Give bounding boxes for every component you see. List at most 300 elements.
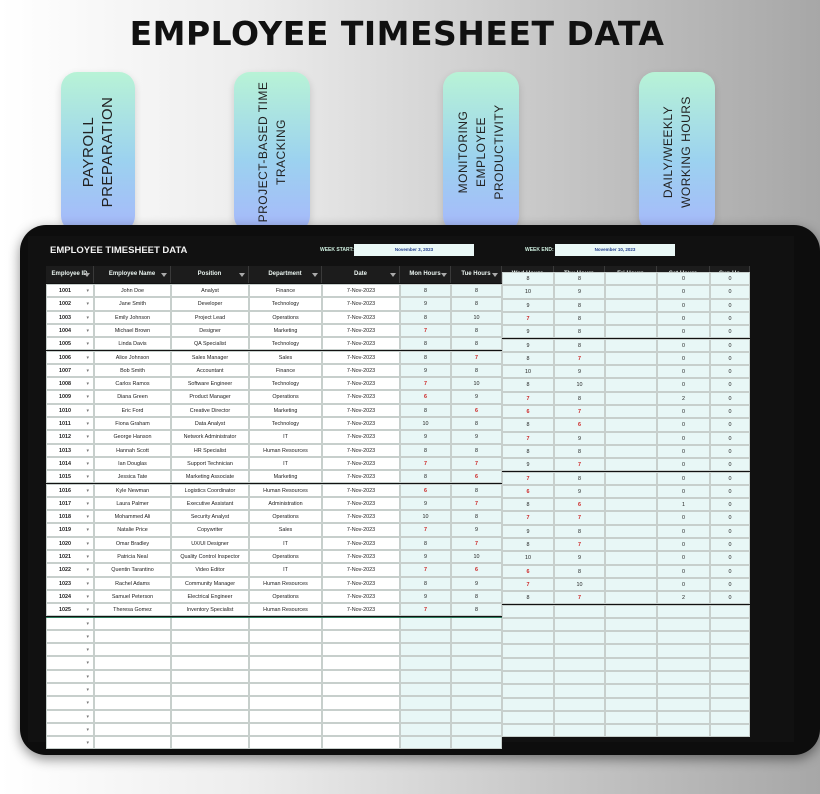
cell-employee-id[interactable]	[46, 417, 94, 430]
cell-wed-hours[interactable]: 10	[502, 365, 554, 378]
cell-department[interactable]: Sales	[249, 523, 322, 536]
filter-dropdown-icon[interactable]	[492, 273, 498, 277]
cell-fri-hours[interactable]	[605, 392, 657, 405]
cell-wed-hours[interactable]: 8	[502, 498, 554, 511]
cell-employee-name[interactable]: Emily Johnson	[94, 311, 171, 324]
cell-position[interactable]: Designer	[171, 324, 249, 337]
column-header-position[interactable]	[171, 266, 249, 283]
cell-tue-hours[interactable]: 9	[451, 577, 502, 590]
row-dropdown-icon[interactable]: ▾	[86, 327, 89, 334]
empty-cell[interactable]	[171, 656, 249, 669]
cell-sat-hours[interactable]: 0	[657, 405, 710, 418]
cell-employee-id[interactable]	[46, 337, 94, 350]
cell-sun-hours[interactable]: 0	[710, 339, 750, 352]
cell-date[interactable]: 7-Nov-2023	[322, 537, 400, 550]
empty-cell[interactable]	[502, 711, 554, 724]
row-dropdown-icon[interactable]: ▾	[86, 567, 89, 574]
empty-cell[interactable]	[605, 618, 657, 631]
cell-position[interactable]: Network Administrator	[171, 430, 249, 443]
cell-fri-hours[interactable]	[605, 312, 657, 325]
cell-department[interactable]: IT	[249, 563, 322, 576]
empty-cell[interactable]	[451, 683, 502, 696]
empty-cell[interactable]	[400, 656, 451, 669]
cell-employee-id[interactable]	[46, 364, 94, 377]
empty-cell[interactable]	[554, 618, 605, 631]
empty-cell[interactable]	[249, 617, 322, 630]
empty-cell[interactable]	[46, 656, 94, 669]
empty-cell[interactable]	[322, 643, 400, 656]
cell-fri-hours[interactable]	[605, 538, 657, 551]
cell-date[interactable]: 7-Nov-2023	[322, 444, 400, 457]
row-dropdown-icon[interactable]: ▾	[86, 434, 89, 441]
cell-wed-hours[interactable]: 9	[502, 299, 554, 312]
empty-cell[interactable]	[322, 710, 400, 723]
row-dropdown-icon[interactable]: ▾	[86, 700, 89, 707]
cell-thu-hours[interactable]: 7	[554, 538, 605, 551]
cell-sun-hours[interactable]: 0	[710, 485, 750, 498]
cell-sun-hours[interactable]: 0	[710, 299, 750, 312]
cell-wed-hours[interactable]: 6	[502, 485, 554, 498]
cell-wed-hours[interactable]: 10	[502, 285, 554, 298]
cell-department[interactable]: Operations	[249, 311, 322, 324]
cell-wed-hours[interactable]: 8	[502, 418, 554, 431]
row-dropdown-icon[interactable]: ▾	[86, 687, 89, 693]
empty-cell[interactable]	[249, 630, 322, 643]
empty-cell[interactable]	[710, 658, 750, 671]
cell-tue-hours[interactable]: 10	[451, 550, 502, 563]
cell-employee-name[interactable]: Eric Ford	[94, 404, 171, 417]
cell-department[interactable]: Operations	[249, 510, 322, 523]
cell-thu-hours[interactable]: 6	[554, 498, 605, 511]
cell-employee-name[interactable]: Theresa Gomez	[94, 603, 171, 616]
row-dropdown-icon[interactable]: ▾	[86, 540, 89, 547]
cell-department[interactable]: Marketing	[249, 470, 322, 483]
empty-cell[interactable]	[322, 683, 400, 696]
cell-position[interactable]: Copywriter	[171, 523, 249, 536]
empty-cell[interactable]	[94, 736, 171, 749]
cell-position[interactable]: Support Technician	[171, 457, 249, 470]
cell-date[interactable]: 7-Nov-2023	[322, 351, 400, 364]
empty-cell[interactable]	[171, 683, 249, 696]
cell-sat-hours[interactable]: 1	[657, 498, 710, 511]
cell-tue-hours[interactable]: 8	[451, 603, 502, 616]
cell-employee-name[interactable]: John Doe	[94, 284, 171, 297]
empty-cell[interactable]	[605, 698, 657, 711]
cell-position[interactable]: HR Specialist	[171, 444, 249, 457]
empty-cell[interactable]	[46, 710, 94, 723]
cell-mon-hours[interactable]: 8	[400, 284, 451, 297]
cell-employee-id[interactable]	[46, 404, 94, 417]
cell-tue-hours[interactable]: 6	[451, 470, 502, 483]
cell-sat-hours[interactable]: 0	[657, 272, 710, 285]
cell-fri-hours[interactable]	[605, 525, 657, 538]
cell-sat-hours[interactable]: 0	[657, 551, 710, 564]
row-dropdown-icon[interactable]: ▾	[86, 527, 89, 534]
empty-cell[interactable]	[171, 617, 249, 630]
row-dropdown-icon[interactable]: ▾	[86, 394, 89, 401]
week-start-field[interactable]: November 3, 2023	[354, 244, 474, 256]
cell-employee-name[interactable]: Samuel Peterson	[94, 590, 171, 603]
empty-cell[interactable]	[46, 630, 94, 643]
empty-cell[interactable]	[94, 617, 171, 630]
empty-cell[interactable]	[605, 684, 657, 697]
cell-employee-name[interactable]: Jane Smith	[94, 297, 171, 310]
empty-cell[interactable]	[249, 683, 322, 696]
empty-cell[interactable]	[451, 670, 502, 683]
empty-cell[interactable]	[322, 736, 400, 749]
cell-department[interactable]: IT	[249, 457, 322, 470]
empty-cell[interactable]	[657, 684, 710, 697]
cell-position[interactable]: Software Engineer	[171, 377, 249, 390]
filter-dropdown-icon[interactable]	[390, 273, 396, 277]
empty-cell[interactable]	[249, 643, 322, 656]
empty-cell[interactable]	[171, 630, 249, 643]
row-dropdown-icon[interactable]: ▾	[86, 460, 89, 467]
cell-fri-hours[interactable]	[605, 445, 657, 458]
cell-date[interactable]: 7-Nov-2023	[322, 457, 400, 470]
cell-tue-hours[interactable]: 7	[451, 497, 502, 510]
empty-cell[interactable]	[710, 711, 750, 724]
empty-cell[interactable]	[171, 696, 249, 709]
row-dropdown-icon[interactable]: ▾	[86, 554, 89, 560]
cell-employee-name[interactable]: Jessica Tate	[94, 470, 171, 483]
cell-fri-hours[interactable]	[605, 325, 657, 338]
cell-employee-id[interactable]	[46, 590, 94, 603]
cell-mon-hours[interactable]: 9	[400, 430, 451, 443]
empty-cell[interactable]	[451, 723, 502, 736]
cell-department[interactable]: Sales	[249, 351, 322, 364]
cell-tue-hours[interactable]: 8	[451, 444, 502, 457]
cell-mon-hours[interactable]: 7	[400, 457, 451, 470]
cell-thu-hours[interactable]: 7	[554, 591, 605, 604]
empty-cell[interactable]	[502, 605, 554, 618]
cell-employee-name[interactable]: Ian Douglas	[94, 457, 171, 470]
row-dropdown-icon[interactable]: ▾	[86, 447, 89, 454]
cell-fri-hours[interactable]	[605, 365, 657, 378]
cell-employee-id[interactable]	[46, 510, 94, 523]
cell-employee-name[interactable]: Quentin Tarantino	[94, 563, 171, 576]
row-dropdown-icon[interactable]: ▾	[86, 314, 89, 321]
cell-date[interactable]: 7-Nov-2023	[322, 417, 400, 430]
cell-sat-hours[interactable]: 0	[657, 432, 710, 445]
cell-employee-name[interactable]: Kyle Newman	[94, 484, 171, 497]
empty-cell[interactable]	[171, 723, 249, 736]
cell-employee-name[interactable]: Mohammed Ali	[94, 510, 171, 523]
cell-thu-hours[interactable]: 10	[554, 378, 605, 391]
empty-cell[interactable]	[554, 605, 605, 618]
cell-position[interactable]: UX/UI Designer	[171, 537, 249, 550]
cell-sun-hours[interactable]: 0	[710, 418, 750, 431]
cell-thu-hours[interactable]: 10	[554, 578, 605, 591]
row-dropdown-icon[interactable]: ▾	[86, 474, 89, 481]
cell-sun-hours[interactable]: 0	[710, 472, 750, 485]
cell-sun-hours[interactable]: 0	[710, 312, 750, 325]
cell-fri-hours[interactable]	[605, 272, 657, 285]
row-dropdown-icon[interactable]: ▾	[86, 341, 89, 348]
cell-sat-hours[interactable]: 2	[657, 591, 710, 604]
cell-tue-hours[interactable]: 8	[451, 484, 502, 497]
cell-date[interactable]: 7-Nov-2023	[322, 324, 400, 337]
cell-employee-id[interactable]	[46, 457, 94, 470]
column-header-date[interactable]	[322, 266, 400, 283]
cell-department[interactable]: IT	[249, 537, 322, 550]
cell-department[interactable]: Technology	[249, 417, 322, 430]
empty-cell[interactable]	[657, 724, 710, 737]
empty-cell[interactable]	[46, 696, 94, 709]
cell-fri-hours[interactable]	[605, 285, 657, 298]
cell-sun-hours[interactable]: 0	[710, 551, 750, 564]
empty-cell[interactable]	[710, 631, 750, 644]
cell-position[interactable]: Video Editor	[171, 563, 249, 576]
empty-cell[interactable]	[657, 671, 710, 684]
cell-thu-hours[interactable]: 8	[554, 565, 605, 578]
cell-sat-hours[interactable]: 0	[657, 458, 710, 471]
empty-cell[interactable]	[451, 630, 502, 643]
cell-wed-hours[interactable]: 8	[502, 352, 554, 365]
cell-date[interactable]: 7-Nov-2023	[322, 390, 400, 403]
row-dropdown-icon[interactable]: ▾	[86, 647, 89, 654]
cell-employee-name[interactable]: Hannah Scott	[94, 444, 171, 457]
cell-mon-hours[interactable]: 6	[400, 390, 451, 403]
cell-employee-name[interactable]: Carlos Ramos	[94, 377, 171, 390]
row-dropdown-icon[interactable]: ▾	[86, 288, 89, 294]
cell-date[interactable]: 7-Nov-2023	[322, 430, 400, 443]
cell-sat-hours[interactable]: 0	[657, 485, 710, 498]
cell-position[interactable]: Electrical Engineer	[171, 590, 249, 603]
cell-department[interactable]: Marketing	[249, 324, 322, 337]
cell-employee-name[interactable]: George Hanson	[94, 430, 171, 443]
empty-cell[interactable]	[94, 696, 171, 709]
cell-department[interactable]: Finance	[249, 364, 322, 377]
cell-sat-hours[interactable]: 0	[657, 445, 710, 458]
cell-date[interactable]: 7-Nov-2023	[322, 550, 400, 563]
empty-cell[interactable]	[322, 670, 400, 683]
cell-department[interactable]: Technology	[249, 377, 322, 390]
cell-employee-name[interactable]: Fiona Graham	[94, 417, 171, 430]
row-dropdown-icon[interactable]: ▾	[86, 421, 89, 427]
row-dropdown-icon[interactable]: ▾	[86, 607, 89, 614]
cell-tue-hours[interactable]: 8	[451, 324, 502, 337]
cell-sun-hours[interactable]: 0	[710, 591, 750, 604]
column-header-mon-hours[interactable]	[400, 266, 451, 283]
empty-cell[interactable]	[249, 736, 322, 749]
cell-mon-hours[interactable]: 8	[400, 404, 451, 417]
empty-cell[interactable]	[322, 656, 400, 669]
cell-employee-id[interactable]	[46, 550, 94, 563]
cell-employee-id[interactable]	[46, 470, 94, 483]
empty-cell[interactable]	[171, 736, 249, 749]
cell-department[interactable]: Operations	[249, 590, 322, 603]
cell-position[interactable]: Developer	[171, 297, 249, 310]
cell-sat-hours[interactable]: 0	[657, 285, 710, 298]
cell-sun-hours[interactable]: 0	[710, 538, 750, 551]
cell-tue-hours[interactable]: 6	[451, 563, 502, 576]
empty-cell[interactable]	[605, 724, 657, 737]
empty-cell[interactable]	[451, 710, 502, 723]
empty-cell[interactable]	[554, 684, 605, 697]
cell-wed-hours[interactable]: 9	[502, 325, 554, 338]
cell-sat-hours[interactable]: 0	[657, 378, 710, 391]
empty-cell[interactable]	[94, 630, 171, 643]
empty-cell[interactable]	[502, 684, 554, 697]
cell-wed-hours[interactable]: 8	[502, 445, 554, 458]
cell-tue-hours[interactable]: 8	[451, 510, 502, 523]
cell-tue-hours[interactable]: 6	[451, 404, 502, 417]
empty-cell[interactable]	[451, 736, 502, 749]
row-dropdown-icon[interactable]: ▾	[86, 367, 89, 374]
cell-employee-id[interactable]	[46, 297, 94, 310]
cell-thu-hours[interactable]: 8	[554, 392, 605, 405]
cell-thu-hours[interactable]: 9	[554, 551, 605, 564]
cell-department[interactable]: Human Resources	[249, 603, 322, 616]
cell-date[interactable]: 7-Nov-2023	[322, 364, 400, 377]
cell-employee-id[interactable]	[46, 577, 94, 590]
cell-employee-id[interactable]	[46, 311, 94, 324]
cell-position[interactable]: Sales Manager	[171, 351, 249, 364]
empty-cell[interactable]	[657, 618, 710, 631]
cell-sat-hours[interactable]: 0	[657, 578, 710, 591]
cell-mon-hours[interactable]: 10	[400, 417, 451, 430]
cell-thu-hours[interactable]: 8	[554, 325, 605, 338]
empty-cell[interactable]	[94, 710, 171, 723]
cell-date[interactable]: 7-Nov-2023	[322, 297, 400, 310]
cell-wed-hours[interactable]: 6	[502, 405, 554, 418]
empty-cell[interactable]	[322, 696, 400, 709]
cell-sat-hours[interactable]: 0	[657, 538, 710, 551]
cell-wed-hours[interactable]: 7	[502, 432, 554, 445]
cell-sat-hours[interactable]: 0	[657, 365, 710, 378]
cell-department[interactable]: Administration	[249, 497, 322, 510]
filter-dropdown-icon[interactable]	[312, 273, 318, 277]
row-dropdown-icon[interactable]: ▾	[86, 487, 89, 494]
empty-cell[interactable]	[94, 670, 171, 683]
cell-mon-hours[interactable]: 8	[400, 444, 451, 457]
cell-employee-name[interactable]: Alice Johnson	[94, 351, 171, 364]
empty-cell[interactable]	[502, 644, 554, 657]
empty-cell[interactable]	[554, 698, 605, 711]
cell-wed-hours[interactable]: 7	[502, 312, 554, 325]
cell-wed-hours[interactable]: 9	[502, 458, 554, 471]
empty-cell[interactable]	[94, 683, 171, 696]
cell-employee-id[interactable]	[46, 563, 94, 576]
cell-position[interactable]: Logistics Coordinator	[171, 484, 249, 497]
empty-cell[interactable]	[554, 671, 605, 684]
cell-mon-hours[interactable]: 8	[400, 577, 451, 590]
empty-cell[interactable]	[46, 723, 94, 736]
cell-thu-hours[interactable]: 8	[554, 472, 605, 485]
cell-department[interactable]: Marketing	[249, 404, 322, 417]
cell-fri-hours[interactable]	[605, 578, 657, 591]
cell-date[interactable]: 7-Nov-2023	[322, 577, 400, 590]
cell-tue-hours[interactable]: 7	[451, 457, 502, 470]
cell-employee-id[interactable]	[46, 523, 94, 536]
cell-employee-id[interactable]	[46, 484, 94, 497]
cell-mon-hours[interactable]: 7	[400, 563, 451, 576]
cell-fri-hours[interactable]	[605, 591, 657, 604]
cell-department[interactable]: Human Resources	[249, 444, 322, 457]
cell-sun-hours[interactable]: 0	[710, 378, 750, 391]
empty-cell[interactable]	[400, 710, 451, 723]
row-dropdown-icon[interactable]: ▾	[86, 580, 89, 587]
cell-employee-name[interactable]: Laura Palmer	[94, 497, 171, 510]
cell-thu-hours[interactable]: 7	[554, 511, 605, 524]
cell-position[interactable]: Quality Control Inspector	[171, 550, 249, 563]
empty-cell[interactable]	[46, 617, 94, 630]
cell-sat-hours[interactable]: 0	[657, 339, 710, 352]
cell-thu-hours[interactable]: 8	[554, 339, 605, 352]
empty-cell[interactable]	[249, 710, 322, 723]
cell-wed-hours[interactable]: 7	[502, 392, 554, 405]
cell-fri-hours[interactable]	[605, 378, 657, 391]
empty-cell[interactable]	[657, 658, 710, 671]
column-header-tue-hours[interactable]	[451, 266, 502, 283]
cell-fri-hours[interactable]	[605, 551, 657, 564]
row-dropdown-icon[interactable]: ▾	[86, 660, 89, 667]
cell-employee-name[interactable]: Diana Green	[94, 390, 171, 403]
cell-position[interactable]: Data Analyst	[171, 417, 249, 430]
empty-cell[interactable]	[451, 617, 502, 630]
cell-tue-hours[interactable]: 8	[451, 284, 502, 297]
filter-dropdown-icon[interactable]	[441, 273, 447, 277]
empty-cell[interactable]	[249, 696, 322, 709]
cell-thu-hours[interactable]: 8	[554, 312, 605, 325]
cell-position[interactable]: Creative Director	[171, 404, 249, 417]
cell-date[interactable]: 7-Nov-2023	[322, 377, 400, 390]
row-dropdown-icon[interactable]: ▾	[86, 740, 89, 747]
empty-cell[interactable]	[554, 631, 605, 644]
empty-cell[interactable]	[249, 670, 322, 683]
empty-cell[interactable]	[94, 723, 171, 736]
cell-fri-hours[interactable]	[605, 485, 657, 498]
cell-employee-id[interactable]	[46, 537, 94, 550]
cell-tue-hours[interactable]: 8	[451, 337, 502, 350]
cell-sun-hours[interactable]: 0	[710, 578, 750, 591]
cell-fri-hours[interactable]	[605, 432, 657, 445]
cell-fri-hours[interactable]	[605, 511, 657, 524]
empty-cell[interactable]	[46, 683, 94, 696]
empty-cell[interactable]	[502, 618, 554, 631]
cell-employee-id[interactable]	[46, 444, 94, 457]
cell-tue-hours[interactable]: 8	[451, 590, 502, 603]
empty-cell[interactable]	[605, 658, 657, 671]
row-dropdown-icon[interactable]: ▾	[86, 593, 89, 600]
cell-sun-hours[interactable]: 0	[710, 285, 750, 298]
cell-wed-hours[interactable]: 8	[502, 378, 554, 391]
cell-thu-hours[interactable]: 8	[554, 272, 605, 285]
cell-date[interactable]: 7-Nov-2023	[322, 404, 400, 417]
cell-wed-hours[interactable]: 6	[502, 565, 554, 578]
cell-wed-hours[interactable]: 8	[502, 272, 554, 285]
cell-mon-hours[interactable]: 9	[400, 297, 451, 310]
cell-tue-hours[interactable]: 9	[451, 523, 502, 536]
empty-cell[interactable]	[46, 670, 94, 683]
column-header-employee-name[interactable]	[94, 266, 171, 283]
cell-sun-hours[interactable]: 0	[710, 352, 750, 365]
empty-cell[interactable]	[171, 710, 249, 723]
cell-sun-hours[interactable]: 0	[710, 458, 750, 471]
cell-sat-hours[interactable]: 2	[657, 392, 710, 405]
cell-position[interactable]: Security Analyst	[171, 510, 249, 523]
empty-cell[interactable]	[400, 670, 451, 683]
cell-mon-hours[interactable]: 8	[400, 337, 451, 350]
row-dropdown-icon[interactable]: ▾	[86, 354, 89, 361]
cell-employee-name[interactable]: Natalie Price	[94, 523, 171, 536]
cell-wed-hours[interactable]: 7	[502, 511, 554, 524]
empty-cell[interactable]	[710, 724, 750, 737]
empty-cell[interactable]	[710, 605, 750, 618]
cell-department[interactable]: Operations	[249, 390, 322, 403]
row-dropdown-icon[interactable]: ▾	[86, 407, 89, 414]
